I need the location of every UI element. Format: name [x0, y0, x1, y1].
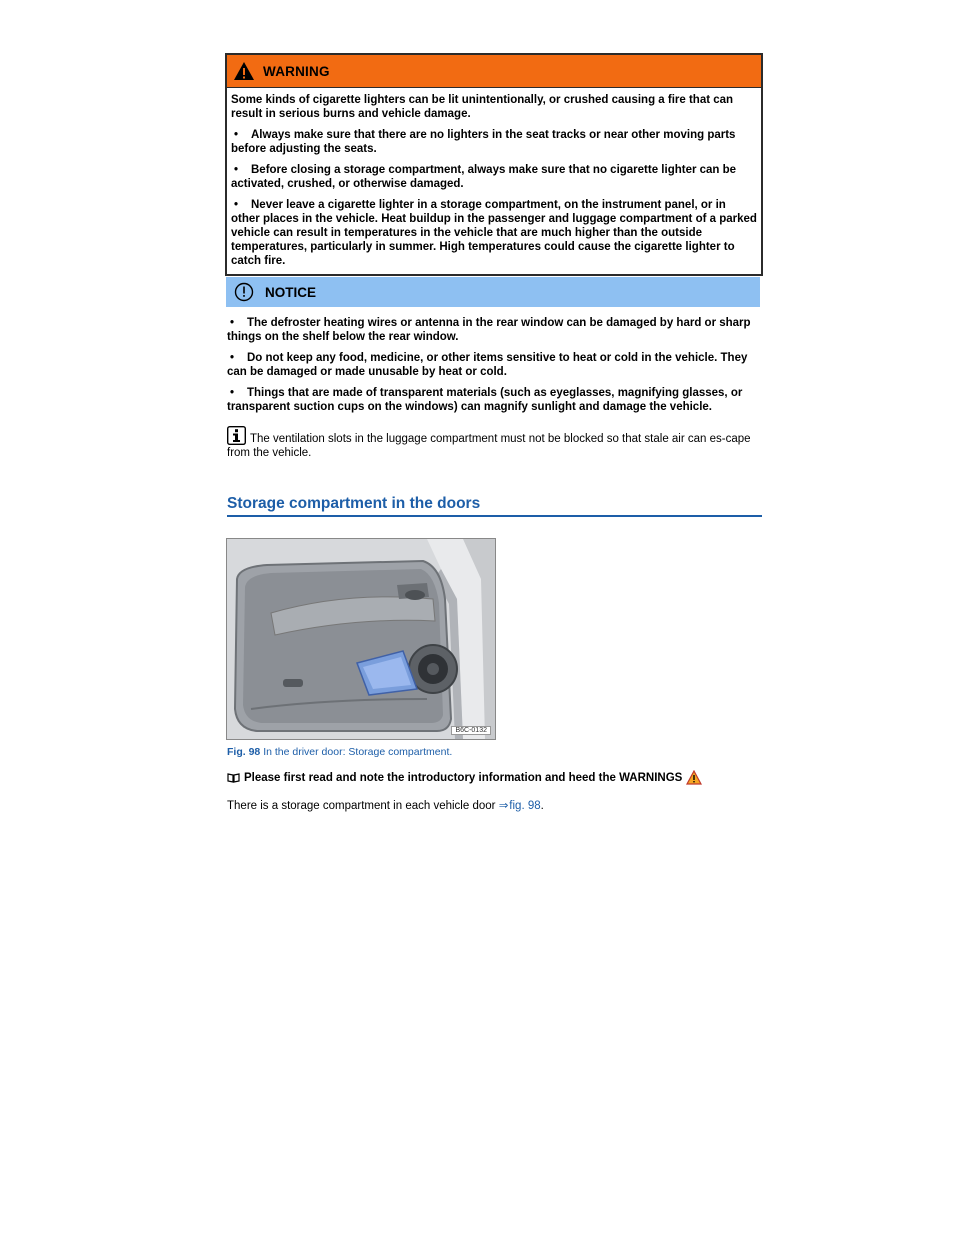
notice-bullet-text: Things that are made of transparent materials (such as eyeglasses, magnifying glasses, or transparent suction cups on the windows) can magnify sunlight and damage the vehicle. — [227, 387, 743, 413]
notice-bullet-text: The defroster heating wires or antenna in the rear window can be damaged by hard or sharp things on the shelf below the rear window. — [227, 317, 751, 343]
notice-bullet-3 — [227, 386, 761, 414]
body-text-main: There is a storage compartment in each vehicle door — [227, 800, 496, 812]
warning-triangle-icon — [686, 770, 702, 785]
bullet-icon: • — [234, 129, 239, 141]
warning-body — [227, 88, 761, 274]
notice-bullet-1 — [227, 316, 761, 344]
figure-caption-label: Fig. 98 — [227, 746, 261, 758]
arrow-icon: ⇒ — [498, 800, 509, 812]
door-illustration — [227, 539, 495, 739]
figure-reference-link[interactable] — [499, 800, 541, 812]
body-text-end: . — [540, 800, 544, 812]
notice-bullet-text: Do not keep any food, medicine, or other items sensitive to heat or cold in the vehicle. They can be damaged or made unusable by heat or cold. — [227, 352, 748, 378]
body-text — [227, 798, 544, 812]
bullet-icon: • — [234, 164, 239, 176]
notice-title: NOTICE — [265, 284, 317, 300]
bullet-icon: • — [230, 352, 235, 364]
notice-bullet-2 — [227, 351, 761, 379]
intro-note — [227, 770, 702, 785]
bullet-icon: • — [230, 317, 235, 329]
intro-note-text: Please first read and note the introductory information and heed the WARNINGS — [244, 771, 683, 784]
section-title: Storage compartment in the doors — [227, 495, 762, 517]
warning-bullet-text: Never leave a cigarette lighter in a storage compartment, on the instrument panel, or in other places in the vehicle. Heat buildup in the passenger and luggage compartment of a parked vehicle can result in temperatures in the vehicle that are much higher than the outside temperatures, particularly in summer. High temperatures could cause the cigarette lighter to catch fire. — [231, 199, 757, 267]
info-note — [227, 426, 761, 460]
figure-code: B6C-0132 — [451, 726, 491, 735]
warning-bullet-text: Always make sure that there are no lighters in the seat tracks or near other moving parts before adjusting the seats. — [231, 129, 736, 155]
warning-intro: Some kinds of cigarette lighters can be lit unintentionally, or crushed causing a fire that can result in serious burns and vehicle damage. — [231, 94, 734, 120]
warning-bullet-3 — [231, 198, 757, 268]
figure-door-storage — [226, 538, 496, 740]
warning-title: WARNING — [263, 63, 330, 79]
warning-bullet-2 — [231, 163, 757, 191]
figure-reference-text: fig. 98 — [509, 800, 541, 812]
warning-header — [227, 55, 761, 88]
figure-caption-text: In the driver door: Storage compartment. — [263, 746, 453, 758]
warning-bullet-text: Before closing a storage compartment, always make sure that no cigarette lighter can be activated, crushed, or otherwise damaged. — [231, 164, 737, 190]
notice-body — [227, 316, 761, 414]
exclamation-circle-icon — [234, 282, 254, 302]
notice-header — [226, 277, 760, 307]
book-icon — [227, 773, 240, 783]
figure-caption — [227, 746, 452, 758]
info-icon — [227, 426, 246, 445]
info-note-text: The ventilation slots in the luggage compartment must not be blocked so that stale air can es-cape from the vehicle. — [227, 433, 751, 459]
warning-bullet-1 — [231, 128, 757, 156]
warning-triangle-icon — [233, 61, 255, 81]
bullet-icon: • — [234, 199, 239, 211]
warning-box — [225, 53, 763, 276]
bullet-icon: • — [230, 387, 235, 399]
